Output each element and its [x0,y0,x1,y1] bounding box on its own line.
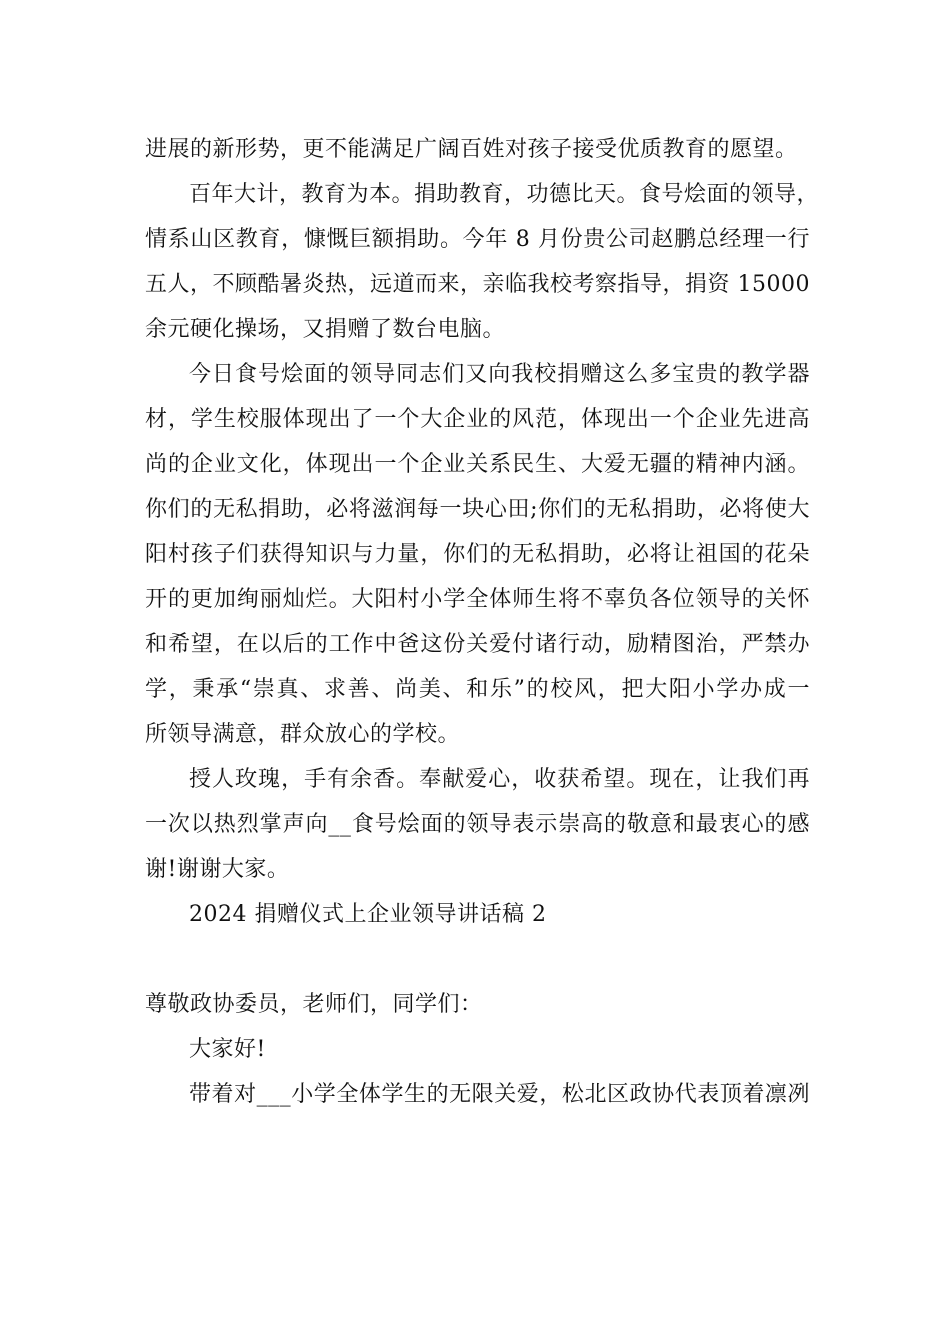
section-heading: 2024 捐赠仪式上企业领导讲话稿 2 [189,902,547,927]
paragraph-line: 学，秉承“崇真、求善、尚美、和乐”的校风，把大阳小学办成一 [145,677,810,702]
paragraph-line: 材，学生校服体现出了一个大企业的风范，体现出一个企业先进高 [145,407,810,432]
document-body [145,127,820,1117]
paragraph-line: 情系山区教育，慷慨巨额捐助。今年 8 月份贵公司赵鹏总经理一行 [145,227,810,252]
paragraph-line: 所领导满意，群众放心的学校。 [145,722,461,747]
paragraph-line: 和希望，在以后的工作中爸这份关爱付诸行动，励精图治，严禁办 [145,632,810,657]
spacer [145,937,810,982]
paragraph-line: 阳村孩子们获得知识与力量，你们的无私捐助，必将让祖国的花朵 [145,542,810,567]
paragraph-line: 开的更加绚丽灿烂。大阳村小学全体师生将不辜负各位领导的关怀 [145,587,810,612]
paragraph-line: 余元硬化操场，又捐赠了数台电脑。 [145,317,506,342]
paragraph-line: 一次以热烈掌声向__食号烩面的领导表示崇高的敬意和最衷心的感 [145,812,810,837]
paragraph-line: 授人玫瑰，手有余香。奉献爱心，收获希望。现在，让我们再 [189,767,810,792]
paragraph-line: 你们的无私捐助，必将滋润每一块心田;你们的无私捐助，必将使大 [145,497,810,522]
paragraph-line: 五人，不顾酷暑炎热，远道而来，亲临我校考察指导，捐资 15000 [145,272,810,297]
paragraph-line: 今日食号烩面的领导同志们又向我校捐赠这么多宝贵的教学器 [189,362,810,387]
salutation: 尊敬政协委员，老师们，同学们： [145,992,483,1017]
paragraph-line: 尚的企业文化，体现出一个企业关系民生、大爱无疆的精神内涵。 [145,452,810,477]
paragraph-line: 百年大计，教育为本。捐助教育，功德比天。食号烩面的领导， [189,182,820,207]
paragraph-line: 谢!谢谢大家。 [145,857,290,882]
paragraph-line: 进展的新形势，更不能满足广阔百姓对孩子接受优质教育的愿望。 [145,137,798,162]
paragraph-line: 带着对___小学全体学生的无限关爱，松北区政协代表顶着凛冽 [189,1082,810,1107]
greeting: 大家好! [189,1037,266,1062]
